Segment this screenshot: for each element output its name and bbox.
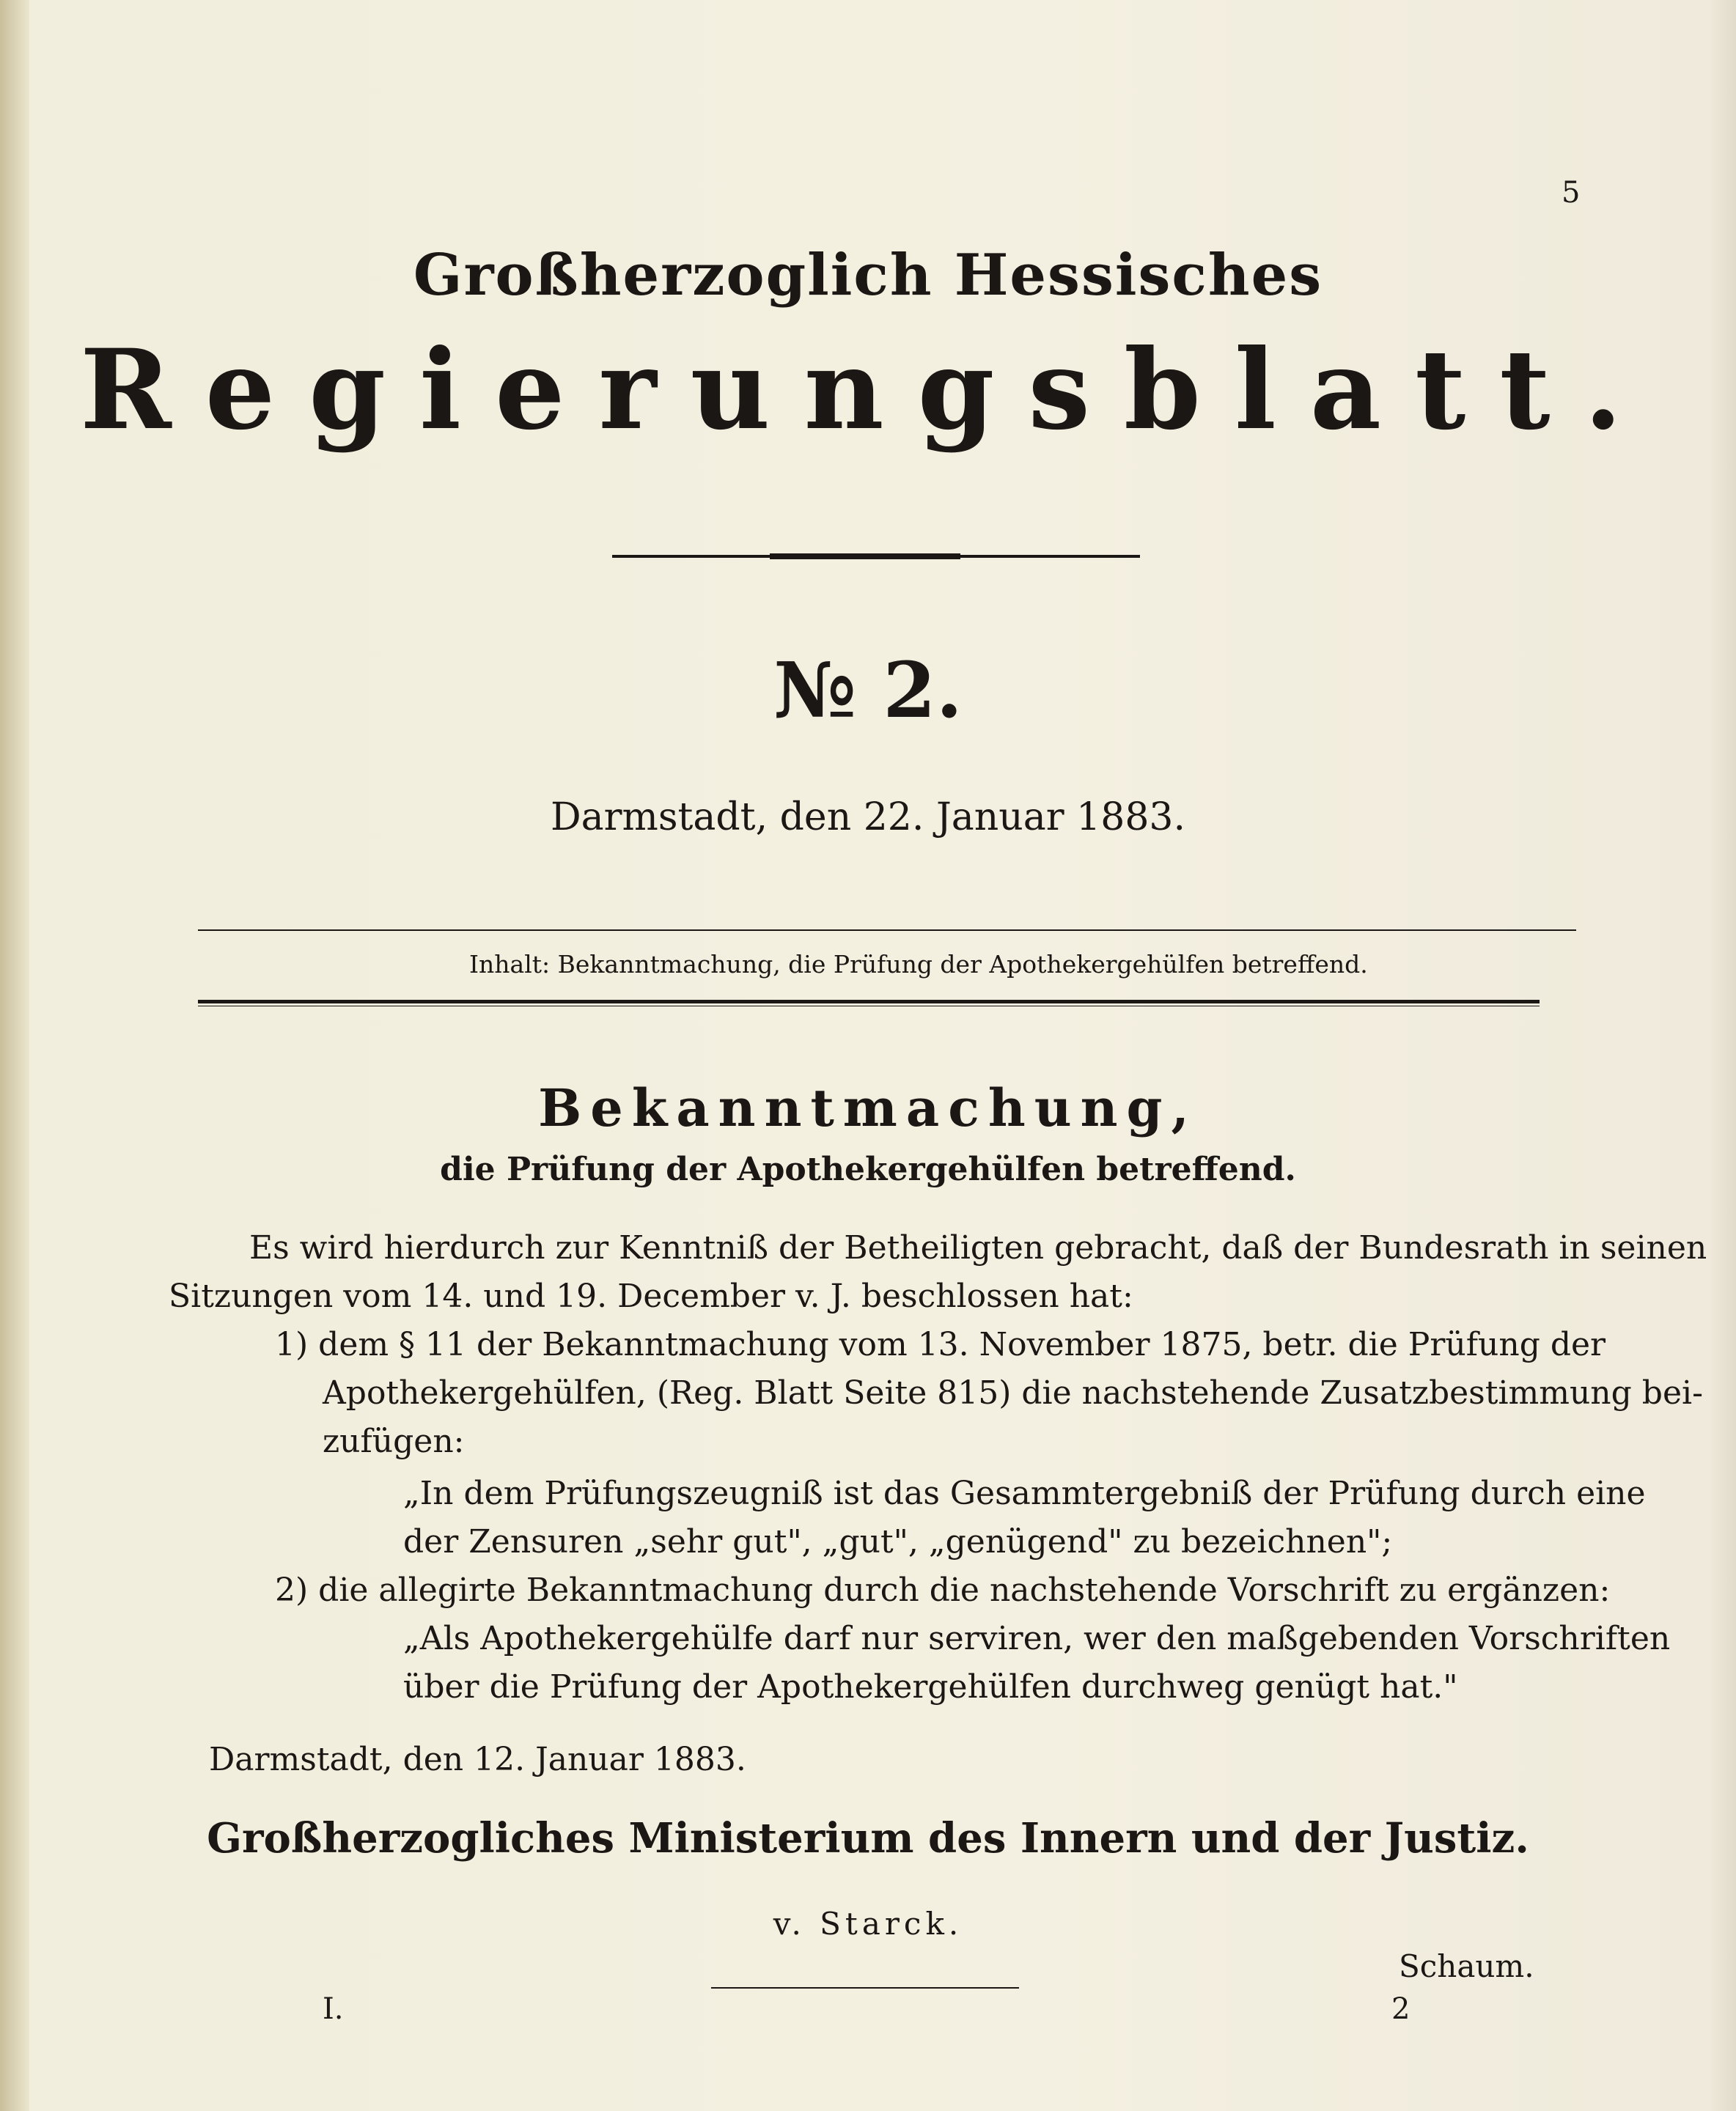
contents-rule-bottom <box>198 1000 1540 1003</box>
signature: v. Starck. <box>773 1906 963 1942</box>
masthead-line-1: Großherzoglich Hessisches <box>413 242 1323 309</box>
issue-dateline: Darmstadt, den 22. Januar 1883. <box>550 795 1186 839</box>
item-1-line-2: Apothekergehülfen, (Reg. Blatt Seite 815) die nachstehende Zusatzbestimmung bei- <box>323 1374 1703 1412</box>
masthead-title: Regierungsblatt. <box>80 325 1656 454</box>
item-2-line-1: 2) die allegirte Bekanntmachung durch die nachstehende Vorschrift zu ergänzen: <box>275 1572 1611 1609</box>
item-2-quote-line-2: über die Prüfung der Apothekergehülfen durchweg genügt hat." <box>403 1668 1458 1706</box>
issuing-ministry: Großherzogliches Ministerium des Innern und der Justiz. <box>207 1814 1529 1863</box>
binding-gutter <box>0 0 29 2111</box>
item-1-line-3: zufügen: <box>323 1423 465 1460</box>
page-number: 5 <box>1562 176 1581 210</box>
contents-line: Inhalt: Bekanntmachung, die Prüfung der Apothekergehülfen betreffend. <box>469 950 1368 979</box>
footer-rule <box>711 1987 1019 1989</box>
contents-rule-top <box>198 929 1576 931</box>
body-line-1: Es wird hierdurch zur Kenntniß der Betheiligten gebracht, daß der Bundesrath in seinen <box>249 1229 1707 1267</box>
footer-right-mark: 2 <box>1391 1992 1410 2026</box>
item-2-quote-line-1: „Als Apothekergehülfe darf nur serviren, wer den maßgebenden Vorschriften <box>403 1620 1671 1657</box>
place-and-date: Darmstadt, den 12. Januar 1883. <box>209 1741 746 1778</box>
item-1-quote-line-1: „In dem Prüfungszeugniß ist das Gesammtergebniß der Prüfung durch eine <box>403 1475 1646 1512</box>
page-edge-shadow <box>1708 0 1736 2111</box>
item-1-quote-line-2: der Zensuren „sehr gut", „gut", „genügend" zu bezeichnen"; <box>403 1523 1393 1561</box>
issue-number: № 2. <box>773 645 963 735</box>
item-1-line-1: 1) dem § 11 der Bekanntmachung vom 13. November 1875, betr. die Prüfung der <box>275 1326 1606 1363</box>
notice-title: Bekanntmachung, <box>538 1077 1198 1138</box>
footer-left-mark: I. <box>323 1992 344 2026</box>
notice-subtitle: die Prüfung der Apothekergehülfen betreffend. <box>440 1151 1296 1188</box>
body-line-2: Sitzungen vom 14. und 19. December v. J. beschlossen hat: <box>169 1278 1133 1315</box>
countersignature: Schaum. <box>1399 1948 1534 1984</box>
masthead-divider-center <box>770 553 960 559</box>
